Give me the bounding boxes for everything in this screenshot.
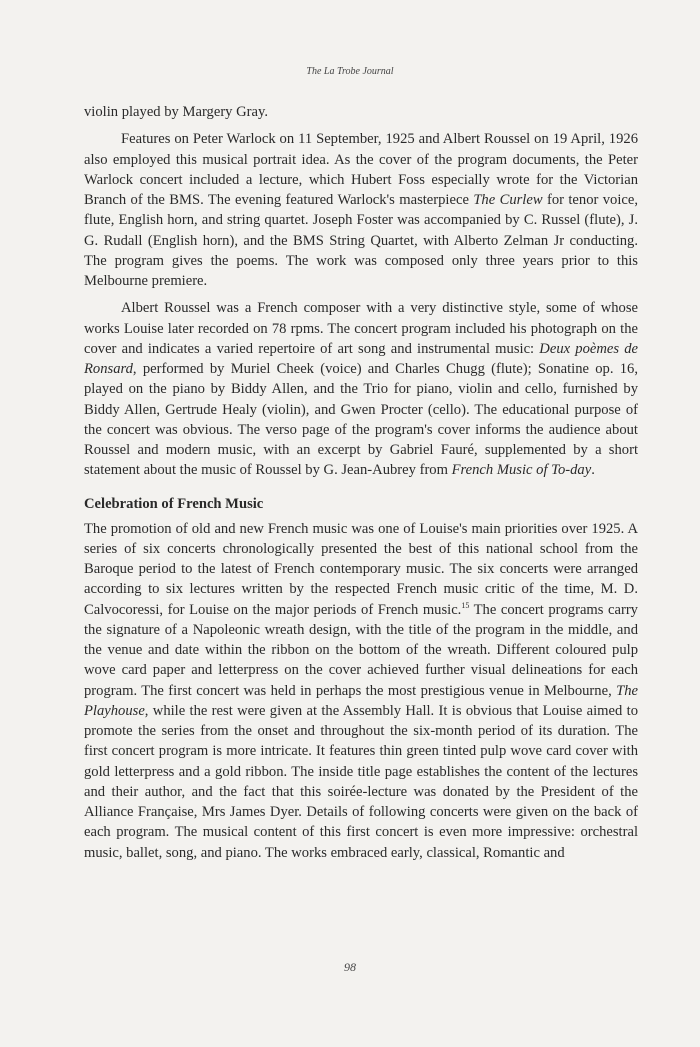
paragraph-3-text-c: . <box>591 462 595 479</box>
page-number: 98 <box>344 960 356 974</box>
running-head: The La Trobe Journal <box>306 66 394 77</box>
paragraph-3-text-a: Albert Roussel was a French composer with a very distinctive style, some of whose works Louise later recorded on 78 rpms. The concert program included his photograph on the cover and indicates a varied repertoire of art song and instrumental music: <box>84 300 638 357</box>
body-text <box>84 102 638 863</box>
paragraph-2-text-a: Features on Peter Warlock on 11 September, 1925 and Albert Roussel on 19 April, 1926 also employed this musical portrait idea. As the cover of the program documents, the Peter Warlock concert included a lecture, which Hubert Foss especially wrote for the Victorian Branch of the BMS. The evening featured Warlock's masterpiece <box>84 131 638 208</box>
footnote-ref-15: 15 <box>461 600 470 610</box>
paragraph-3 <box>84 298 638 480</box>
paragraph-4-text-c: , while the rest were given at the Assembly Hall. It is obvious that Louise aimed to promote the series from the onset and throughout the six-month period of its duration. The first concert program is more intricate. It features thin green tinted pulp wove card cover with gold letterpress and a gold ribbon. The inside title page establishes the content of the lectures and their author, and the fact that this soirée-lecture was donated by the President of the Alliance Française, Mrs James Dyer. Details of following concerts were given on the back of each program. The musical content of this first concert is even more impressive: orchestral music, ballet, song, and piano. The works embraced early, classical, Romantic and <box>84 702 638 861</box>
paragraph-4-text-b: The concert programs carry the signature of a Napoleonic wreath design, with the title of the program in the middle, and the venue and date within the ribbon on the bottom of the wreath. Different coloured pulp wove card paper and letterpress on the cover achieved further visual delineations for each program. The first concert was held in perhaps the most prestigious venue in Melbourne, <box>84 601 638 699</box>
paragraph-2 <box>84 129 638 291</box>
title-the-curlew: The Curlew <box>473 192 543 208</box>
section-heading: Celebration of French Music <box>84 495 264 512</box>
paragraph-1-text: violin played by Margery Gray. <box>84 104 268 120</box>
paragraph-4 <box>84 519 638 863</box>
title-french-music-of-today: French Music of To-day <box>451 462 592 479</box>
paragraph-3-text-b: , performed by Muriel Cheek (voice) and Charles Chugg (flute); Sonatine op. 16, played on the piano by Biddy Allen, and the Trio for piano, violin and cello, furnished by Biddy Allen, Gertrude Healy (violin), and Gwen Procter (cello). The educational purpose of the concert was obvious. The verso page of the program's cover informs the audience about Roussel and modern music, with an excerpt by Gabriel Fauré, supplemented by a short statement about the music of Roussel by G. Jean-Aubrey from <box>84 361 638 479</box>
title-the-playhouse: The Playhouse <box>84 682 638 719</box>
paragraph-2-text-b: for tenor voice, flute, English horn, and string quartet. Joseph Foster was accompanied by C. Russel (flute), J. G. Rudall (English horn), and the BMS String Quartet, with Alberto Zelman Jr conducting. The program gives the poems. The work was composed only three years prior to this Melbourne premiere. <box>84 192 638 289</box>
paragraph-4-text-a: The promotion of old and new French music was one of Louise's main priorities over 1925. A series of six concerts chronologically presented the best of this national school from the Baroque period to the latest of French contemporary music. The six concerts were arranged according to six lectures written by the respected French music critic of the time, M. D. Calvocoressi, for Louise on the major periods of French music. <box>84 520 638 618</box>
title-deux-poemes: Deux poèmes de Ronsard <box>84 340 638 377</box>
paragraph-1 <box>84 102 638 122</box>
